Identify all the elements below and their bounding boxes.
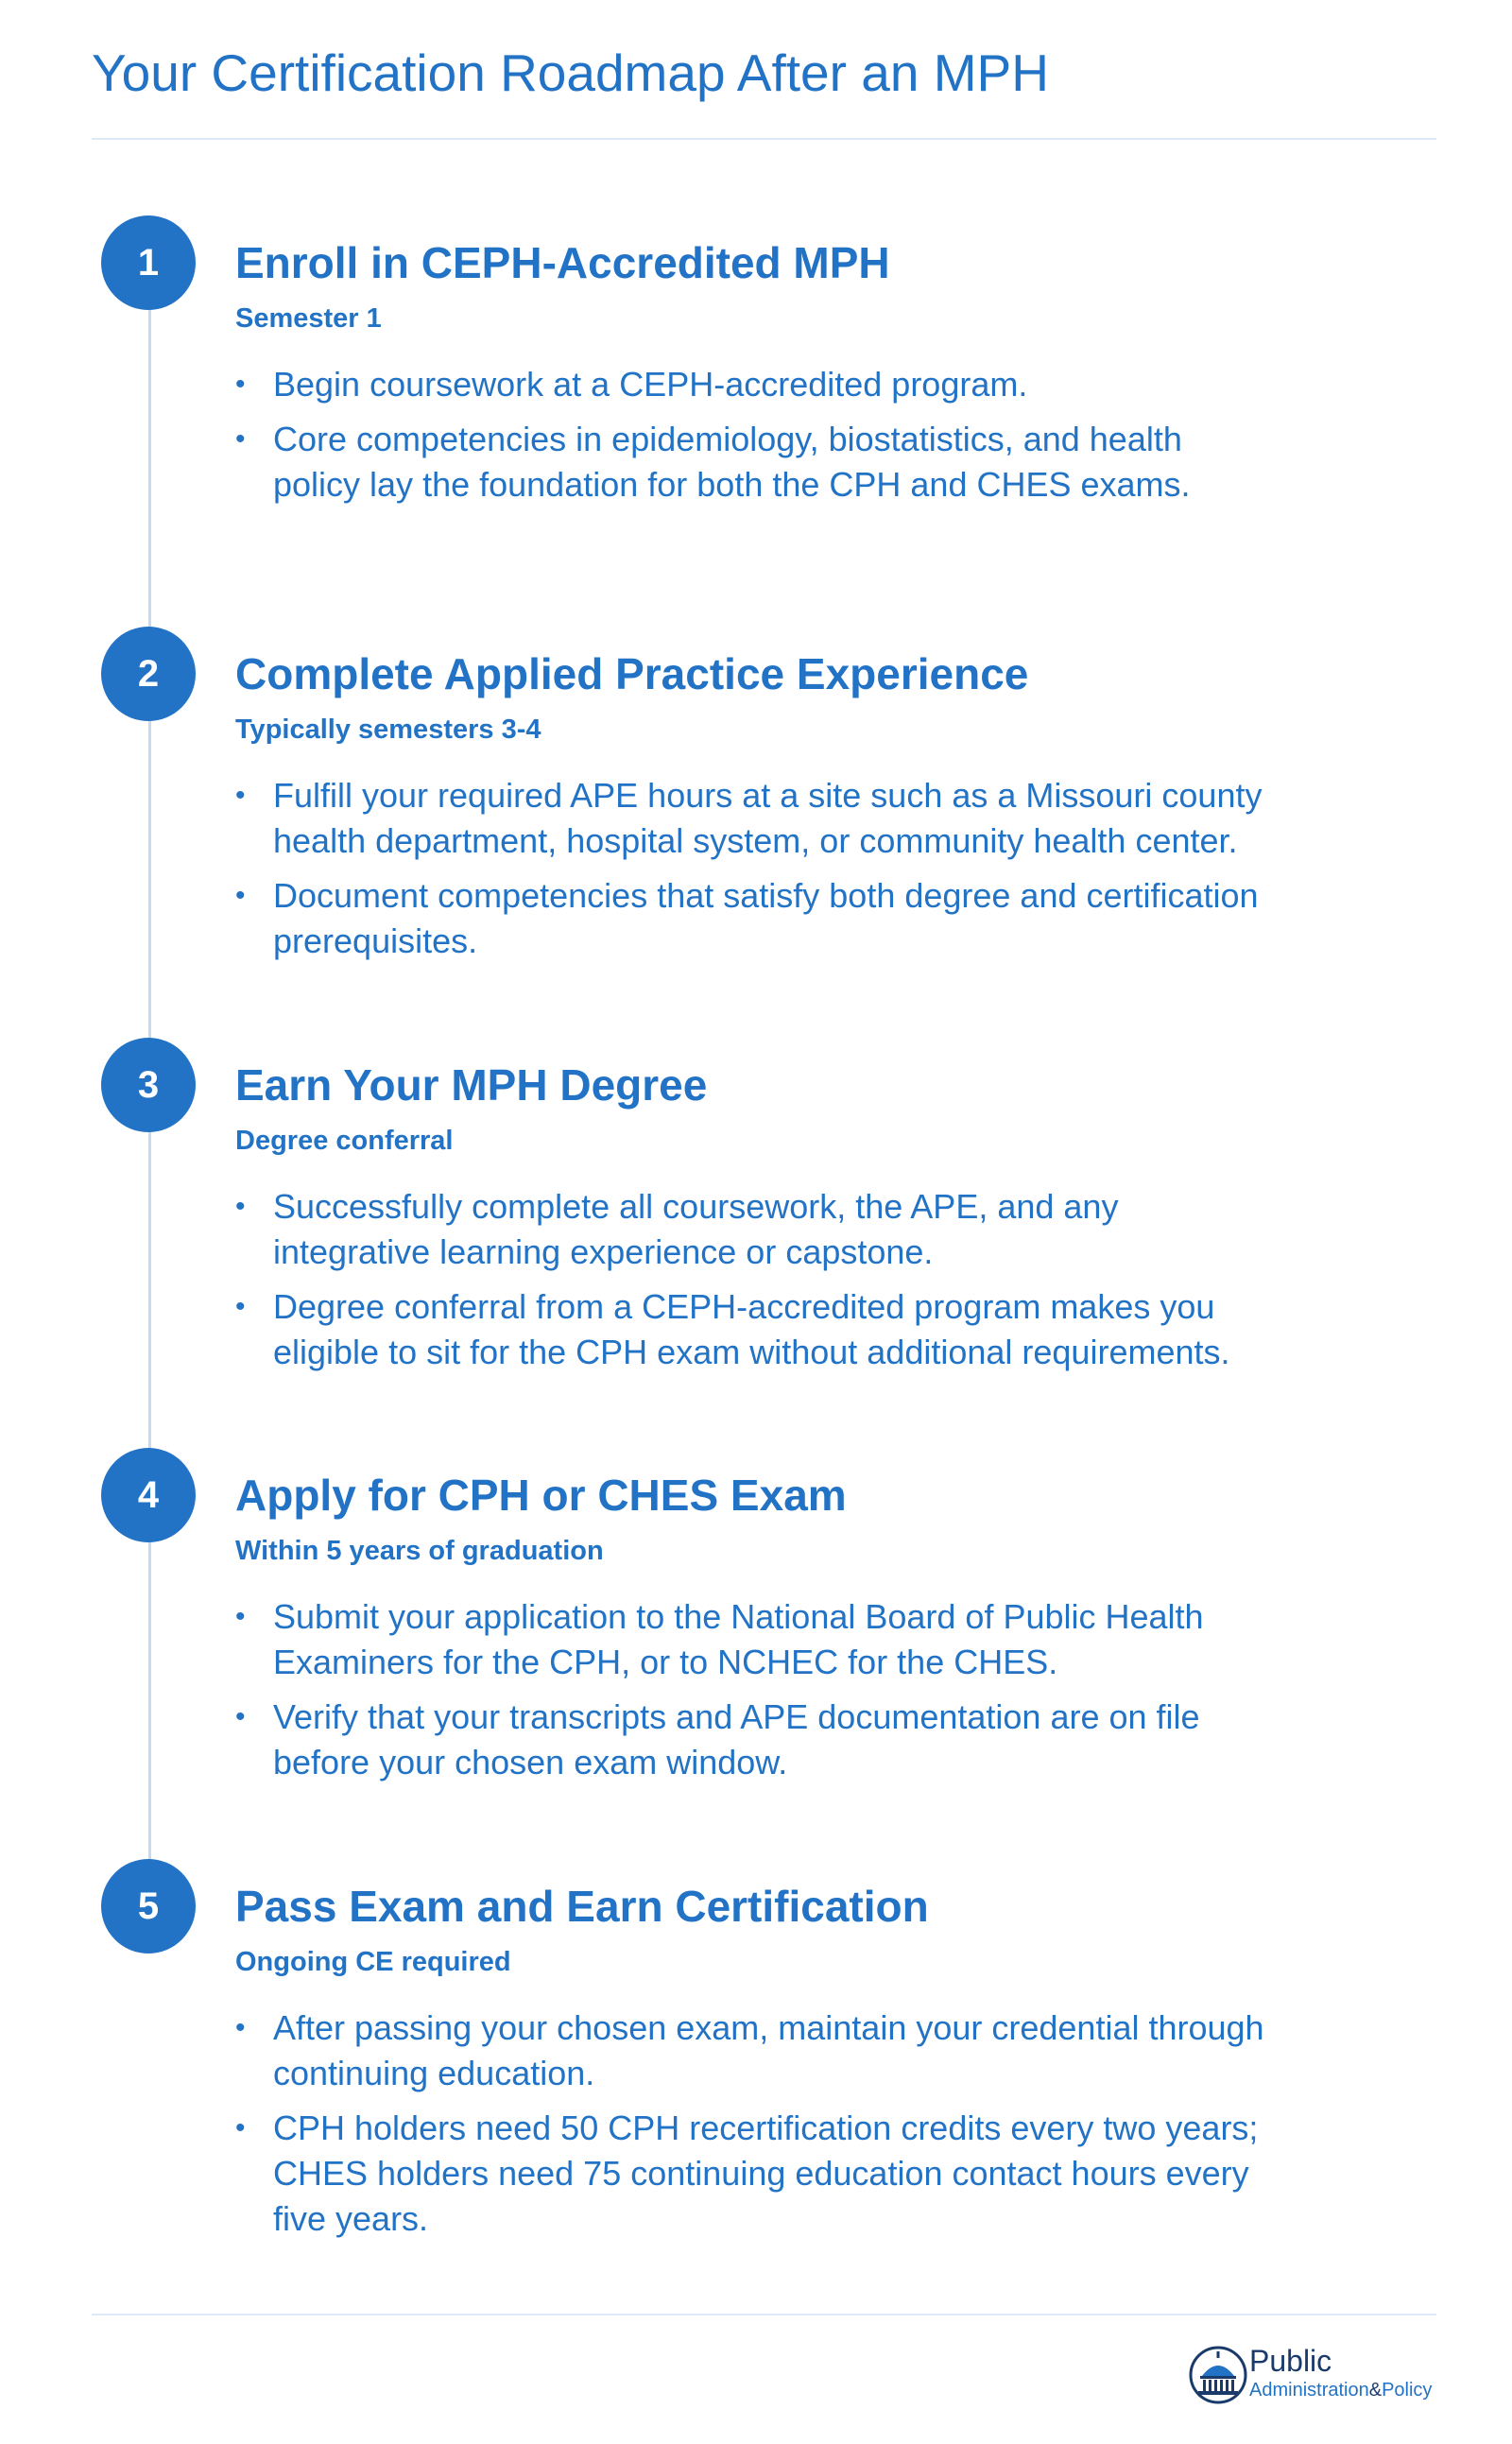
step-bullet-list (235, 362, 1275, 517)
step-bullet (235, 773, 1275, 864)
logo-wordmark-public: Public (1249, 2344, 1332, 2378)
bullet-icon: • (235, 780, 246, 811)
step-subtitle: Semester 1 (235, 303, 382, 334)
bullet-text: Core competencies in epidemiology, biostatistics, and health policy lay the foundation for both the CPH and CHES exams. (273, 420, 1191, 504)
publisher-logo[interactable] (1189, 2342, 1444, 2408)
step-subtitle: Degree conferral (235, 1126, 454, 1156)
step-number-badge: 2 (101, 627, 196, 721)
step-bullet (235, 2005, 1275, 2096)
step-bullet (235, 1184, 1275, 1275)
bullet-icon: • (235, 1701, 246, 1732)
bullet-text: Fulfill your required APE hours at a site such as a Missouri county health department, hospital system, or community health center. (273, 776, 1263, 860)
step-title: Earn Your MPH Degree (235, 1060, 708, 1110)
step-number-badge: 1 (101, 215, 196, 310)
logo-policy: Policy (1382, 2380, 1433, 2401)
step-bullet (235, 362, 1275, 407)
bullet-text: CPH holders need 50 CPH recertification credits every two years; CHES holders need 75 continuing education contact hours every five years. (273, 2108, 1259, 2238)
step-subtitle: Within 5 years of graduation (235, 1536, 604, 1566)
step-title: Apply for CPH or CHES Exam (235, 1471, 847, 1520)
step-bullet-list (235, 1184, 1275, 1385)
step-bullet-list (235, 1594, 1275, 1795)
bullet-icon: • (235, 369, 246, 400)
bullet-icon: • (235, 880, 246, 911)
bullet-icon: • (235, 2112, 246, 2143)
step-number-badge: 5 (101, 1859, 196, 1953)
page-title: Your Certification Roadmap After an MPH (92, 43, 1049, 102)
logo-wordmark-subtitle (1249, 2380, 1432, 2401)
step-bullet (235, 1695, 1275, 1785)
bullet-icon: • (235, 1601, 246, 1632)
step-subtitle: Typically semesters 3-4 (235, 714, 541, 745)
step-bullet-list (235, 2005, 1275, 2251)
bottom-divider (92, 2314, 1436, 2315)
bullet-icon: • (235, 1291, 246, 1322)
bullet-icon: • (235, 2012, 246, 2043)
bullet-text: Degree conferral from a CEPH-accredited program makes you eligible to sit for the CPH exam without additional requirements. (273, 1287, 1230, 1371)
step-title: Complete Applied Practice Experience (235, 649, 1029, 698)
bullet-icon: • (235, 423, 246, 455)
logo-ampersand: & (1368, 2380, 1383, 2401)
bullet-text: After passing your chosen exam, maintain your credential through continuing education. (273, 2008, 1264, 2092)
step-title: Pass Exam and Earn Certification (235, 1882, 929, 1931)
step-bullet (235, 873, 1275, 964)
step-number-badge: 3 (101, 1038, 196, 1132)
bullet-text: Verify that your transcripts and APE documentation are on file before your chosen exam window. (273, 1697, 1200, 1781)
bullet-text: Successfully complete all coursework, the APE, and any integrative learning experience or capstone. (273, 1187, 1119, 1271)
step-number-badge: 4 (101, 1448, 196, 1542)
top-divider (92, 138, 1436, 140)
bullet-text: Begin coursework at a CEPH-accredited program. (273, 365, 1028, 404)
bullet-icon: • (235, 1191, 246, 1222)
step-subtitle: Ongoing CE required (235, 1947, 511, 1977)
step-bullet (235, 417, 1275, 508)
logo-administration: Administration (1249, 2380, 1369, 2401)
step-bullet (235, 1284, 1275, 1375)
bullet-text: Submit your application to the National Board of Public Health Examiners for the CPH, or to NCHEC for the CHES. (273, 1597, 1204, 1681)
step-bullet (235, 1594, 1275, 1685)
step-title: Enroll in CEPH-Accredited MPH (235, 238, 890, 287)
step-bullet-list (235, 773, 1275, 973)
bullet-text: Document competencies that satisfy both degree and certification prerequisites. (273, 876, 1259, 960)
step-bullet (235, 2106, 1275, 2242)
capitol-dome-icon (1189, 2346, 1247, 2404)
